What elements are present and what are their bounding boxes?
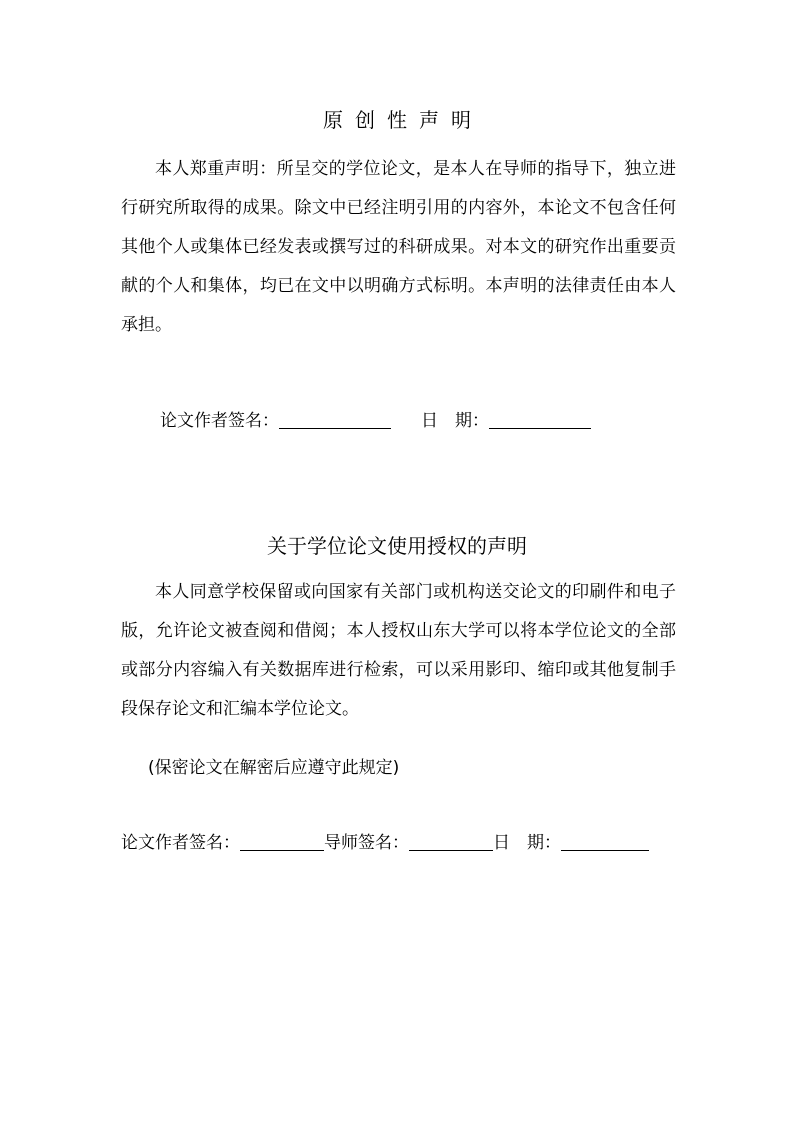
declaration-signature-line — [160, 406, 591, 431]
declaration-title: 原创性声明 — [323, 108, 483, 132]
author-signature-blank[interactable] — [240, 834, 324, 851]
authorization-title: 关于学位论文使用授权的声明 — [267, 534, 527, 558]
author-signature-blank[interactable] — [279, 412, 391, 429]
advisor-signature-label: 导师签名： — [324, 833, 409, 853]
advisor-signature-blank[interactable] — [409, 834, 493, 851]
authorization-signature-line — [121, 828, 649, 853]
author-signature-label: 论文作者签名： — [160, 411, 279, 431]
authorization-body: 本人同意学校保留或向国家有关部门或机构送交论文的印刷件和电子版，允许论文被查阅和借阅；本人授权山东大学可以将本学位论文的全部或部分内容编入有关数据库进行检索，可以采用影印、缩印或其他复制手段保存论文和汇编本学位论文。 — [121, 582, 676, 719]
date-label: 日 期： — [421, 411, 489, 431]
author-signature-label: 论文作者签名： — [121, 833, 240, 853]
date-blank[interactable] — [489, 412, 591, 429]
confidential-note: (保密论文在解密后应遵守此规定) — [148, 758, 400, 778]
date-label: 日 期： — [493, 833, 561, 853]
declaration-body: 本人郑重声明：所呈交的学位论文，是本人在导师的指导下，独立进行研究所取得的成果。除文中已经注明引用的内容外，本论文不包含任何其他个人或集体已经发表或撰写过的科研成果。对本文的研究作出重要贡献的个人和集体，均已在文中以明确方式标明。本声明的法律责任由本人承担。 — [121, 159, 676, 335]
date-blank[interactable] — [561, 834, 649, 851]
